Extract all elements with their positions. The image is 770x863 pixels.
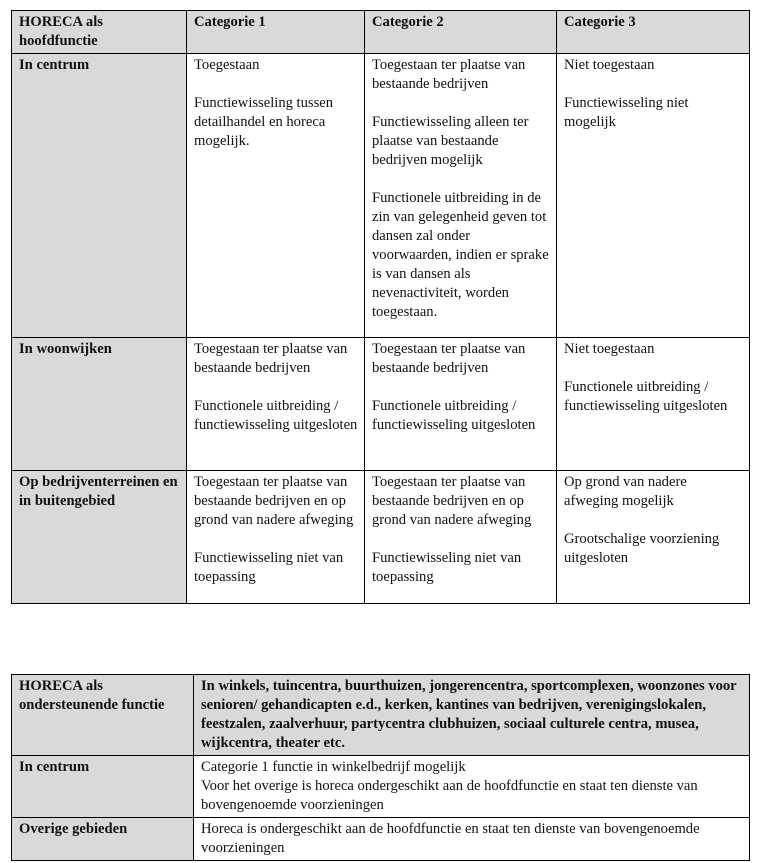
cell-text: Toegestaan ter plaatse van bestaande bedrijven en op grond van nadere afweging bbox=[194, 474, 354, 528]
cell-centrum-cat2 bbox=[365, 54, 557, 338]
row-label-in-centrum: In centrum bbox=[12, 54, 187, 338]
cell-centrum-cat3 bbox=[557, 54, 750, 338]
row-label-bedrijventerreinen: Op bedrijventerreinen en in buitengebied bbox=[12, 471, 187, 604]
table-header-row bbox=[12, 675, 750, 756]
table-header-row bbox=[12, 11, 750, 54]
horeca-hoofdfunctie-table bbox=[11, 10, 750, 604]
cell-bedrijventerreinen-cat2 bbox=[365, 471, 557, 604]
cell-woonwijken-cat2 bbox=[365, 338, 557, 471]
cell-text: Functiewisseling niet van toepassing bbox=[194, 550, 344, 585]
header-categorie-1: Categorie 1 bbox=[187, 11, 365, 54]
table-row bbox=[12, 471, 750, 604]
cell-text: Horeca is ondergeschikt aan de hoofdfunctie en staat ten dienste van bovengenoemde voorzieningen bbox=[201, 821, 700, 856]
cell-text: Functionele uitbreiding in de zin van gelegenheid geven tot dansen zal onder voorwaarden, indien er sprake is van dansen als nevenactiviteit, worden toegestaan. bbox=[372, 190, 549, 320]
cell-text: Functiewisseling niet van toepassing bbox=[372, 550, 522, 585]
cell-text: Functiewisseling tussen detailhandel en horeca mogelijk. bbox=[194, 95, 334, 149]
cell-bedrijventerreinen-cat3 bbox=[557, 471, 750, 604]
cell-text: Toegestaan ter plaatse van bestaande bedrijven bbox=[194, 341, 348, 376]
cell-text: Op grond van nadere afweging mogelijk bbox=[564, 474, 687, 509]
cell-centrum bbox=[194, 756, 750, 818]
cell-text: Niet toegestaan bbox=[564, 57, 655, 73]
cell-text: Grootschalige voorziening uitgesloten bbox=[564, 531, 720, 566]
header-categorie-2: Categorie 2 bbox=[365, 11, 557, 54]
cell-text: Toegestaan ter plaatse van bestaande bedrijven en op grond van nadere afweging bbox=[372, 474, 532, 528]
cell-text: Categorie 1 functie in winkelbedrijf mogelijk bbox=[201, 759, 466, 775]
table-row bbox=[12, 338, 750, 471]
cell-text: Niet toegestaan bbox=[564, 341, 655, 357]
cell-text: Toegestaan ter plaatse van bestaande bedrijven bbox=[372, 57, 526, 92]
table-row bbox=[12, 756, 750, 818]
cell-text: Functiewisseling niet mogelijk bbox=[564, 95, 689, 130]
cell-bedrijventerreinen-cat1 bbox=[187, 471, 365, 604]
cell-woonwijken-cat1 bbox=[187, 338, 365, 471]
cell-text: Functiewisseling alleen ter plaatse van bestaande bedrijven mogelijk bbox=[372, 114, 529, 168]
cell-text: Voor het overige is horeca ondergeschikt aan de hoofdfunctie en staat ten dienste van bovengenoemde voorzieningen bbox=[201, 778, 698, 813]
table-row bbox=[12, 54, 750, 338]
cell-centrum-cat1 bbox=[187, 54, 365, 338]
cell-text: Functionele uitbreiding / functiewisseling uitgesloten bbox=[194, 398, 358, 433]
cell-woonwijken-cat3 bbox=[557, 338, 750, 471]
cell-text: Functionele uitbreiding / functiewisseling uitgesloten bbox=[372, 398, 536, 433]
cell-text: Toegestaan bbox=[194, 57, 260, 73]
table-corner-cell: HORECA als hoofdfunctie bbox=[12, 11, 187, 54]
row-label-in-centrum: In centrum bbox=[12, 756, 194, 818]
cell-text: Functionele uitbreiding / functiewisseling uitgesloten bbox=[564, 379, 728, 414]
row-label-overige-gebieden: Overige gebieden bbox=[12, 818, 194, 861]
cell-overige-gebieden bbox=[194, 818, 750, 861]
header-categorie-3: Categorie 3 bbox=[557, 11, 750, 54]
horeca-ondersteunende-functie-table bbox=[11, 674, 750, 861]
table-row bbox=[12, 818, 750, 861]
row-label-in-woonwijken: In woonwijken bbox=[12, 338, 187, 471]
header-description: In winkels, tuincentra, buurthuizen, jongerencentra, sportcomplexen, woonzones voor senioren/ gehandicapten e.d., kerken, kantines van bedrijven, verenigingslokalen, feestzalen, zaalverhuur, partycentra clubhuizen, sociaal culturele centra, musea, wijkcentra, theater etc. bbox=[194, 675, 750, 756]
cell-text: Toegestaan ter plaatse van bestaande bedrijven bbox=[372, 341, 526, 376]
table-corner-cell: HORECA als ondersteunende functie bbox=[12, 675, 194, 756]
